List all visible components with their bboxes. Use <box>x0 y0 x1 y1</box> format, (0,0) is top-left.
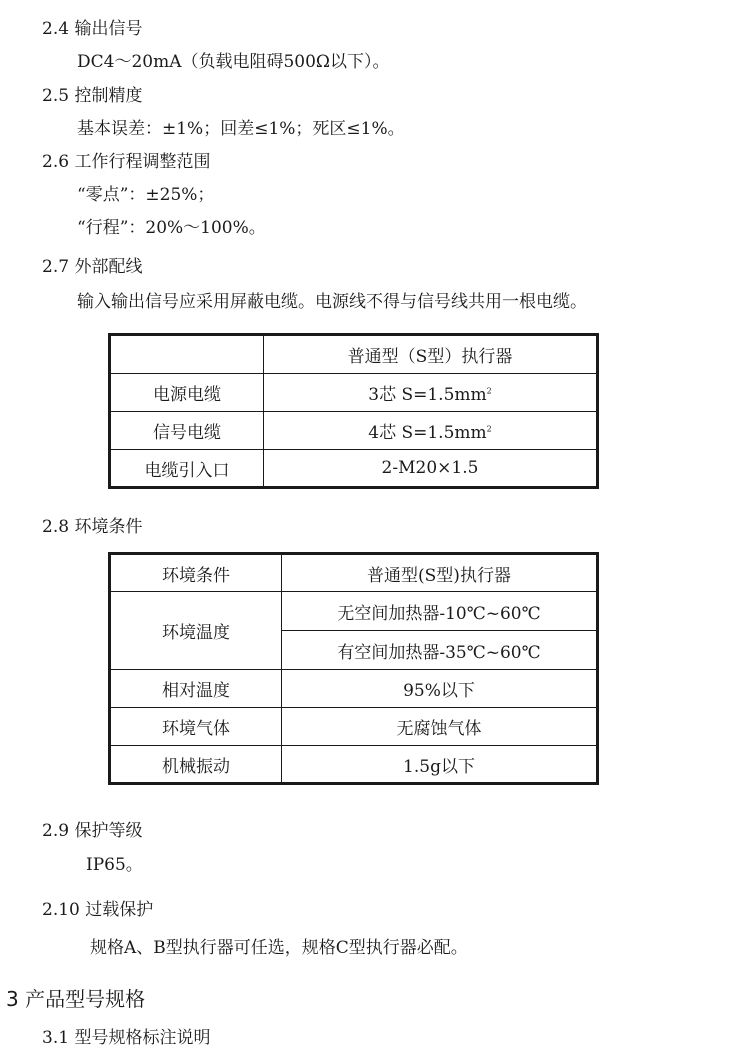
table-row <box>110 554 598 592</box>
section-2-9-text: IP65。 <box>86 855 143 875</box>
cell-text: 4芯 S=1.5mm <box>368 423 487 443</box>
table-cell-value: 95%以下 <box>282 670 598 708</box>
section-2-4-text: DC4～20mA（负载电阻碍500Ω以下）。 <box>77 52 390 72</box>
table-row <box>110 335 598 374</box>
table-cell-label: 环境气体 <box>110 708 282 746</box>
section-2-10-text: 规格A、B型执行器可任选，规格C型执行器必配。 <box>90 938 468 958</box>
table-row <box>110 374 598 412</box>
section-2-9-title: 2.9 保护等级 <box>42 821 143 841</box>
table-cell-value: 有空间加热器-35℃~60℃ <box>282 631 598 670</box>
section-2-5-text: 基本误差：±1%；回差≤1%；死区≤1%。 <box>77 119 405 139</box>
table-cell-value <box>264 412 598 450</box>
table-cell-value: 1.5g以下 <box>282 746 598 784</box>
table-cell-label: 机械振动 <box>110 746 282 784</box>
environment-table <box>108 552 599 785</box>
table-header-cell: 普通型(S型)执行器 <box>282 554 598 592</box>
section-2-6-line2: “行程”：20%～100%。 <box>77 218 266 238</box>
table-cell-label: 信号电缆 <box>110 412 264 450</box>
table-cell-label: 相对温度 <box>110 670 282 708</box>
section-2-10-title: 2.10 过载保护 <box>42 900 154 920</box>
superscript: 2 <box>486 424 492 434</box>
table-row <box>110 670 598 708</box>
section-2-5-title: 2.5 控制精度 <box>42 86 143 106</box>
table-row <box>110 450 598 488</box>
table-header-cell: 环境条件 <box>110 554 282 592</box>
section-2-7-title: 2.7 外部配线 <box>42 257 143 277</box>
table-cell-value: 无腐蚀气体 <box>282 708 598 746</box>
table-cell-value <box>264 374 598 412</box>
table-row <box>110 708 598 746</box>
section-3-title: 3 产品型号规格 <box>6 987 146 1011</box>
table-cell-label: 电缆引入口 <box>110 450 264 488</box>
cell-text: 3芯 S=1.5mm <box>368 385 487 405</box>
table-header-cell: 普通型（S型）执行器 <box>264 335 598 374</box>
table-cell-value: 无空间加热器-10℃~60℃ <box>282 592 598 631</box>
section-2-7-text: 输入输出信号应采用屏蔽电缆。电源线不得与信号线共用一根电缆。 <box>77 292 587 312</box>
section-3-1-title: 3.1 型号规格标注说明 <box>42 1028 211 1048</box>
section-2-6-line1: “零点”：±25%； <box>77 185 215 205</box>
superscript: 2 <box>486 386 492 396</box>
table-header-cell <box>110 335 264 374</box>
section-2-8-title: 2.8 环境条件 <box>42 517 143 537</box>
table-cell-value: 2-M20×1.5 <box>264 450 598 488</box>
table-row <box>110 412 598 450</box>
cable-table <box>108 333 599 489</box>
table-row <box>110 746 598 784</box>
section-2-6-title: 2.6 工作行程调整范围 <box>42 152 211 172</box>
section-2-4-title: 2.4 输出信号 <box>42 19 143 39</box>
table-cell-label: 电源电缆 <box>110 374 264 412</box>
table-row <box>110 592 598 631</box>
table-cell-label: 环境温度 <box>110 592 282 670</box>
